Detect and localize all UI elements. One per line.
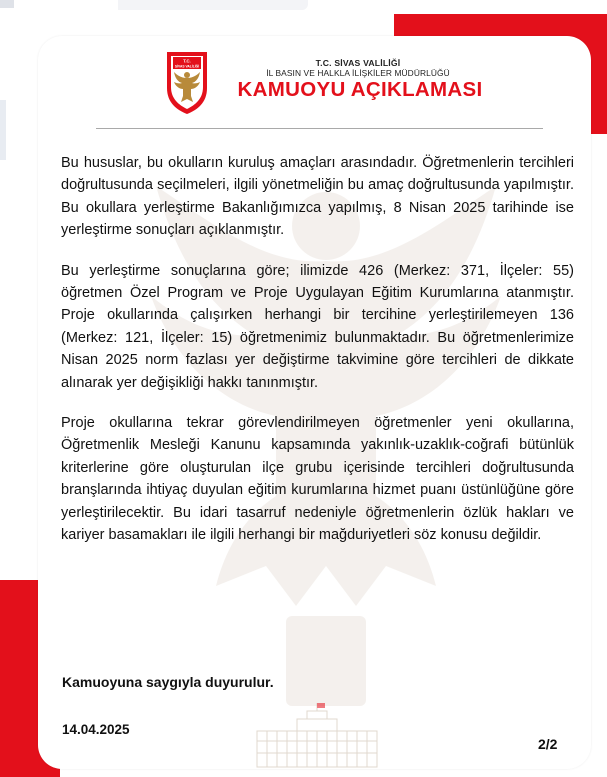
page-title: KAMUOYU AÇIKLAMASI — [237, 78, 483, 101]
left-edge-shade — [0, 100, 6, 160]
corner-mark — [0, 0, 14, 8]
header-divider — [96, 128, 543, 129]
top-browser-strip — [118, 0, 308, 10]
government-building-icon — [252, 701, 382, 769]
paragraph-2: Bu yerleştirme sonuçlarına göre; ilimizde 426 (Merkez: 371, İlçeler: 55) öğretmen Özel Program ve Proje Uygulayan Eğitim Kurumlarına atanmıştır. Proje okullarında çalışırken herhangi bir tercihine yerleştirilemeyen 136 (Merkez: 121, İlçeler: 15) öğretmenimiz bulunmaktadır. Bu öğretmenlerimize Nisan 2025 norm fazlası yer değiştirme takvimine göre tercihleri de dikkate alınarak yer değişikliği hakkı tanınmıştır. — [61, 262, 574, 391]
sivas-valiligi-logo-icon — [163, 48, 211, 116]
department-name: İL BASIN VE HALKLA İLİŞKİLER MÜDÜRLÜĞÜ — [266, 68, 450, 78]
statement-date: 14.04.2025 — [62, 722, 130, 737]
logo-top-text: T.C. — [183, 58, 191, 64]
document-card — [38, 36, 591, 769]
letterhead — [163, 48, 493, 128]
institution-name: T.C. SİVAS VALİLİĞİ — [315, 58, 401, 68]
statement-body — [61, 152, 574, 547]
page-number: 2/2 — [538, 736, 558, 752]
paragraph-3: Proje okullarına tekrar görevlendirilmeyen öğretmenler yeni okullarına, Öğretmenlik Mesleği Kanunu kapsamında yakınlık-uzaklık-coğrafi bütünlük kriterlerine göre oluşturulan ilçe grubu içerisinde tercihleri doğrultusunda branşlarında ihtiyaç duyulan eğitim kurumlarına hizmet puanı üstünlüğüne göre yerleştirilecektir. Bu idari tasarruf nedeniyle öğretmenlerin özlük hakları ve kariyer basamakları ile ilgili herhangi bir mağduriyetleri söz konusu değildir. — [61, 415, 574, 544]
paragraph-1: Bu hususlar, bu okulların kuruluş amaçları arasındadır. Öğretmenlerin tercihleri doğrultusunda seçilmeleri, ilgili yönetmeliğin bu amaç doğrultusunda yapılmıştır. Bu okullara yerleştirme Bakanlığımızca yapılmış, 8 Nisan 2025 tarihinde ise yerleştirme sonuçları açıklanmıştır. — [61, 155, 574, 239]
closing-remark: Kamuoyuna saygıyla duyurulur. — [62, 674, 274, 690]
logo-name-text: SİVAS VALİLİĞİ — [174, 64, 200, 69]
